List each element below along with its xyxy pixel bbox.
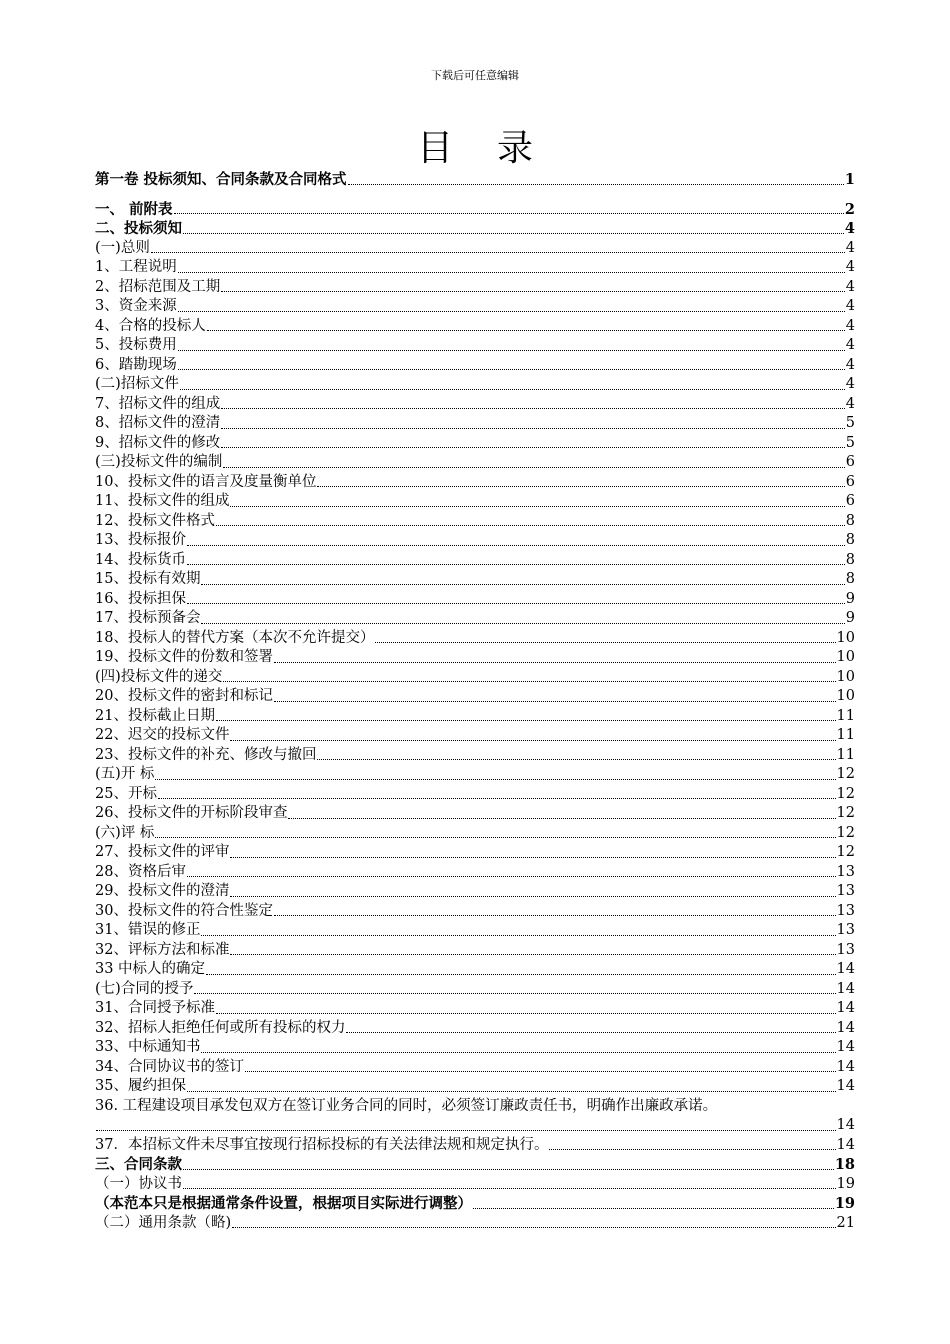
toc-entry-page: 6: [845, 454, 855, 470]
toc-entry[interactable]: [95, 512, 855, 532]
toc-entry[interactable]: [95, 1116, 855, 1136]
toc-entry[interactable]: [95, 200, 855, 220]
toc-entry[interactable]: [95, 941, 855, 961]
toc-leader-dots: [245, 1070, 836, 1072]
toc-leader-dots: [216, 719, 836, 721]
toc-entry-title: 31、错误的修正: [95, 922, 201, 938]
toc-entry[interactable]: [95, 804, 855, 824]
toc-entry[interactable]: [95, 765, 855, 785]
toc-entry[interactable]: [95, 473, 855, 493]
toc-entry-page: 14: [836, 1058, 855, 1075]
toc-leader-dots: [221, 446, 845, 448]
toc-entry-title: 27、投标文件的评审: [95, 844, 230, 860]
toc-entry-page: 4: [845, 259, 855, 275]
toc-entry-page: 13: [836, 922, 855, 938]
toc-leader-dots: [180, 388, 845, 390]
toc-entry-title: 二、投标须知: [95, 220, 182, 237]
toc-entry-title: 30、投标文件的符合性鉴定: [95, 902, 273, 919]
toc-entry[interactable]: [95, 980, 855, 1000]
toc-entry-title: 20、投标文件的密封和标记: [95, 688, 273, 704]
toc-entry-page: 14: [836, 980, 855, 997]
toc-entry[interactable]: [95, 336, 855, 356]
toc-leader-dots: [207, 329, 845, 331]
toc-entry-title: 4、合格的投标人: [95, 317, 206, 334]
toc-entry-title: 21、投标截止日期: [95, 707, 215, 724]
toc-leader-dots: [187, 563, 845, 565]
toc-leader-dots: [221, 427, 845, 429]
toc-entry-page: 14: [836, 1019, 855, 1036]
toc-leader-dots: [230, 953, 835, 955]
toc-leader-dots: [221, 407, 845, 409]
page-header: 下载后可任意编辑: [431, 69, 519, 82]
toc-entry-title: （二）通用条款（略): [95, 1214, 232, 1231]
toc-entry-page: 4: [845, 278, 855, 295]
toc-entry-title: 7、招标文件的组成: [95, 395, 221, 412]
toc-leader-dots: [375, 641, 835, 643]
toc-entry-title: 35、履约担保: [95, 1078, 186, 1094]
toc-leader-dots: [183, 232, 844, 234]
toc-entry-page: 14: [836, 1136, 855, 1153]
toc-entry-title: 34、合同协议书的签订: [95, 1058, 244, 1075]
toc-entry[interactable]: [95, 297, 855, 317]
toc-leader-dots: [230, 895, 835, 897]
toc-leader-dots: [274, 914, 836, 916]
toc-leader-dots: [221, 290, 845, 292]
toc-entry-title: 32、招标人拒绝任何或所有投标的权力: [95, 1019, 346, 1036]
toc-entry-title: 1、工程说明: [95, 259, 177, 275]
toc-entry-title: 19、投标文件的份数和签署: [95, 649, 273, 665]
toc-entry-page: 4: [845, 239, 855, 256]
toc-entry[interactable]: [95, 668, 855, 688]
toc-entry-title: 11、投标文件的组成: [95, 493, 230, 509]
toc-entry-page: 4: [845, 395, 855, 412]
toc-entry-page: 19: [834, 1195, 855, 1212]
toc-entry[interactable]: [95, 278, 855, 298]
toc-entry-title: (五)开 标: [95, 766, 155, 782]
toc-entry-page: 19: [836, 1175, 855, 1192]
toc-leader-dots: [178, 271, 845, 273]
toc-leader-dots: [216, 1012, 836, 1014]
toc-entry-page: 2: [844, 200, 855, 218]
toc-entry-title: 三、合同条款: [95, 1156, 182, 1173]
toc-entry-title: 10、投标文件的语言及度量衡单位: [95, 473, 317, 490]
toc-entry-title: (四)投标文件的递交: [95, 668, 223, 685]
toc-leader-dots: [317, 758, 835, 760]
toc-entry-page: 9: [845, 590, 855, 607]
toc-entry[interactable]: [95, 551, 855, 571]
toc-entry-page: 9: [845, 610, 855, 626]
toc-entry[interactable]: [95, 434, 855, 454]
toc-entry-title: 17、投标预备会: [95, 610, 201, 626]
toc-entry[interactable]: [95, 1155, 855, 1175]
toc-entry[interactable]: [95, 843, 855, 863]
toc-entry[interactable]: [95, 863, 855, 883]
toc-entry-page: 5: [845, 434, 855, 451]
toc-entry-title: 31、合同授予标准: [95, 1000, 215, 1016]
toc-entry[interactable]: [95, 258, 855, 278]
toc-entry[interactable]: [95, 414, 855, 434]
toc-leader-dots: [155, 778, 835, 780]
toc-entry-title: (三)投标文件的编制: [95, 454, 223, 470]
toc-entry-title: 16、投标担保: [95, 590, 186, 607]
toc-leader-dots: [274, 661, 836, 663]
toc-leader-dots: [223, 680, 835, 682]
toc-leader-dots: [187, 544, 845, 546]
toc-leader-dots: [317, 485, 844, 487]
toc-entry-title: 14、投标货币: [95, 551, 186, 568]
toc-entry-title: 28、资格后审: [95, 863, 186, 880]
toc-entry[interactable]: [95, 1077, 855, 1097]
toc-entry-title: (六)评 标: [95, 824, 155, 841]
toc-leader-dots: [187, 1090, 836, 1092]
toc-entry-page: 4: [845, 298, 855, 314]
toc-entry-page: 5: [845, 415, 855, 431]
toc-entry-page: 12: [836, 824, 855, 841]
toc-entry-title: 33 中标人的确定: [95, 961, 206, 977]
toc-entry-page: 8: [845, 532, 855, 548]
toc-entry-title: 23、投标文件的补充、修改与撤回: [95, 746, 317, 763]
toc-entry-page: 4: [845, 317, 855, 334]
toc-entry-page: 8: [845, 571, 855, 587]
toc-entry[interactable]: [95, 170, 855, 190]
toc-entry[interactable]: [95, 356, 855, 376]
toc-entry[interactable]: [95, 219, 855, 239]
toc-entry-title: 25、开标: [95, 785, 157, 802]
toc-leader-dots: [348, 183, 844, 185]
toc-leader-dots: [206, 973, 835, 975]
toc-entry[interactable]: [95, 960, 855, 980]
toc-leader-dots: [174, 212, 844, 214]
toc-entry-page: 10: [836, 629, 855, 646]
toc-entry-page: 13: [836, 883, 855, 899]
toc-entry-page: 13: [836, 902, 855, 919]
toc-entry[interactable]: [95, 1019, 855, 1039]
toc-entry-title: 32、评标方法和标准: [95, 941, 230, 958]
toc-entry-page: 13: [836, 863, 855, 880]
toc-entry-page: 10: [836, 649, 855, 665]
toc-entry[interactable]: [95, 648, 855, 668]
toc-entry-title: 2、招标范围及工期: [95, 278, 221, 295]
toc-entry-page: 4: [844, 220, 855, 237]
toc-entry[interactable]: [95, 1214, 855, 1234]
toc-entry-title: 26、投标文件的开标阶段审查: [95, 805, 288, 821]
toc-leader-dots: [158, 797, 836, 799]
toc-entry-title: 6、踏勘现场: [95, 356, 177, 373]
toc-leader-dots: [187, 875, 836, 877]
toc-leader-dots: [155, 836, 835, 838]
toc-leader-dots: [230, 856, 835, 858]
toc-leader-dots: [201, 622, 844, 624]
toc-entry-page: 12: [836, 844, 855, 860]
toc-leader-dots: [151, 251, 845, 253]
toc-entry[interactable]: [95, 902, 855, 922]
toc-entry-page: 14: [836, 1039, 855, 1055]
toc-leader-dots: [183, 1187, 836, 1189]
toc-entry-page: 8: [845, 512, 855, 529]
toc-entry[interactable]: [95, 1175, 855, 1195]
toc-entry-title: 一、 前附表: [95, 200, 173, 218]
toc-leader-dots: [178, 310, 845, 312]
toc-entry-page: 10: [836, 688, 855, 704]
toc-entry[interactable]: [95, 785, 855, 805]
toc-entry[interactable]: [95, 629, 855, 649]
toc-leader-dots: [232, 1226, 835, 1228]
toc-entry-title: 9、招标文件的修改: [95, 434, 221, 451]
toc-entry[interactable]: [95, 395, 855, 415]
toc-leader-dots: [201, 934, 835, 936]
toc-entry-page: 21: [836, 1214, 855, 1231]
toc-entry[interactable]: [95, 707, 855, 727]
toc-entry-page: 18: [834, 1156, 855, 1173]
page-title: 目录: [416, 128, 577, 169]
toc-entry-title: 37．本招标文件未尽事宜按现行招标投标的有关法律法规和规定执行。: [95, 1136, 549, 1153]
toc-entry-title: （本范本只是根据通常条件设置，根据项目实际进行调整）: [95, 1195, 472, 1212]
toc-entry-title: 29、投标文件的澄清: [95, 883, 230, 899]
toc-leader-dots: [216, 524, 845, 526]
toc-entry-page: 4: [845, 376, 855, 392]
toc-leader-dots: [183, 1168, 834, 1170]
toc-entry-page: 14: [836, 1117, 855, 1133]
toc-entry-title: 33、中标通知书: [95, 1039, 201, 1055]
toc-entry[interactable]: [95, 590, 855, 610]
toc-entry[interactable]: [95, 239, 855, 259]
toc-entry[interactable]: [95, 317, 855, 337]
toc-entry-title: (二)招标文件: [95, 376, 179, 392]
toc-entry-title: (一)总则: [95, 239, 150, 256]
toc-leader-dots: [346, 1031, 835, 1033]
toc-entry[interactable]: [95, 453, 855, 473]
toc-entry-page: 13: [836, 941, 855, 958]
toc-leader-dots: [96, 1129, 836, 1131]
toc-leader-dots: [230, 505, 844, 507]
toc-entry-title: 13、投标报价: [95, 532, 186, 548]
toc-entry-page: 6: [845, 493, 855, 509]
toc-entry-title: (七)合同的授予: [95, 980, 194, 997]
toc-entry[interactable]: [95, 726, 855, 746]
toc-entry[interactable]: [95, 999, 855, 1019]
toc-entry[interactable]: [95, 921, 855, 941]
toc-entry[interactable]: [95, 375, 855, 395]
toc-leader-dots: [223, 466, 844, 468]
toc-entry[interactable]: [95, 1136, 855, 1156]
toc-entry[interactable]: [95, 746, 855, 766]
toc-entry-title: 18、投标人的替代方案（本次不允许提交）: [95, 629, 375, 646]
toc-entry-title: 8、招标文件的澄清: [95, 415, 221, 431]
toc-entry-page: 4: [845, 337, 855, 353]
toc-entry[interactable]: [95, 531, 855, 551]
toc-leader-dots: [178, 349, 845, 351]
toc-entry[interactable]: [95, 1194, 855, 1214]
toc-leader-dots: [201, 583, 844, 585]
toc-entry[interactable]: [95, 1038, 855, 1058]
toc-entry-title: 12、投标文件格式: [95, 512, 215, 529]
toc-entry-page: 14: [836, 961, 855, 977]
toc-entry-page: 1: [844, 171, 855, 188]
toc-entry-page: 12: [836, 766, 855, 782]
toc-entry[interactable]: [95, 687, 855, 707]
toc-entry-page: 12: [836, 805, 855, 821]
toc-leader-dots: [178, 368, 845, 370]
toc-entry-page: 10: [836, 668, 855, 685]
toc-gap: [95, 190, 855, 200]
toc-leader-dots: [473, 1207, 834, 1209]
toc-entry-page: 14: [836, 1078, 855, 1094]
toc-entry-page: 11: [836, 746, 855, 763]
toc-entry-page: 4: [845, 356, 855, 373]
toc-leader-dots: [549, 1148, 835, 1150]
toc-leader-dots: [274, 700, 836, 702]
toc-entry[interactable]: [95, 570, 855, 590]
toc-entry[interactable]: [95, 824, 855, 844]
toc-entry-title: 3、资金来源: [95, 298, 177, 314]
toc-entry-wrapped-title[interactable]: 36. 工程建设项目承发包双方在签订业务合同的同时，必须签订廉政责任书，明确作出廉政承诺。: [95, 1097, 718, 1114]
toc-leader-dots: [201, 1051, 835, 1053]
toc-leader-dots: [194, 992, 835, 994]
toc-entry-page: 11: [836, 727, 855, 743]
toc-leader-dots: [288, 817, 835, 819]
toc-entry[interactable]: [95, 609, 855, 629]
toc-leader-dots: [230, 739, 835, 741]
toc-entry-title: 15、投标有效期: [95, 571, 201, 587]
toc-entry-title: 第一卷 投标须知、合同条款及合同格式: [95, 171, 347, 188]
toc-entry-page: 12: [836, 785, 855, 802]
table-of-contents: [95, 170, 855, 1233]
toc-entry-page: 8: [845, 551, 855, 568]
toc-entry[interactable]: [95, 1058, 855, 1078]
toc-entry[interactable]: [95, 492, 855, 512]
toc-entry-page: 14: [836, 1000, 855, 1016]
toc-leader-dots: [187, 602, 845, 604]
toc-entry-page: 11: [836, 707, 855, 724]
toc-entry[interactable]: [95, 882, 855, 902]
toc-entry-page: 6: [845, 473, 855, 490]
toc-entry-title: 22、迟交的投标文件: [95, 727, 230, 743]
toc-entry-title: 5、投标费用: [95, 337, 177, 353]
toc-entry-title: （一）协议书: [95, 1175, 182, 1192]
